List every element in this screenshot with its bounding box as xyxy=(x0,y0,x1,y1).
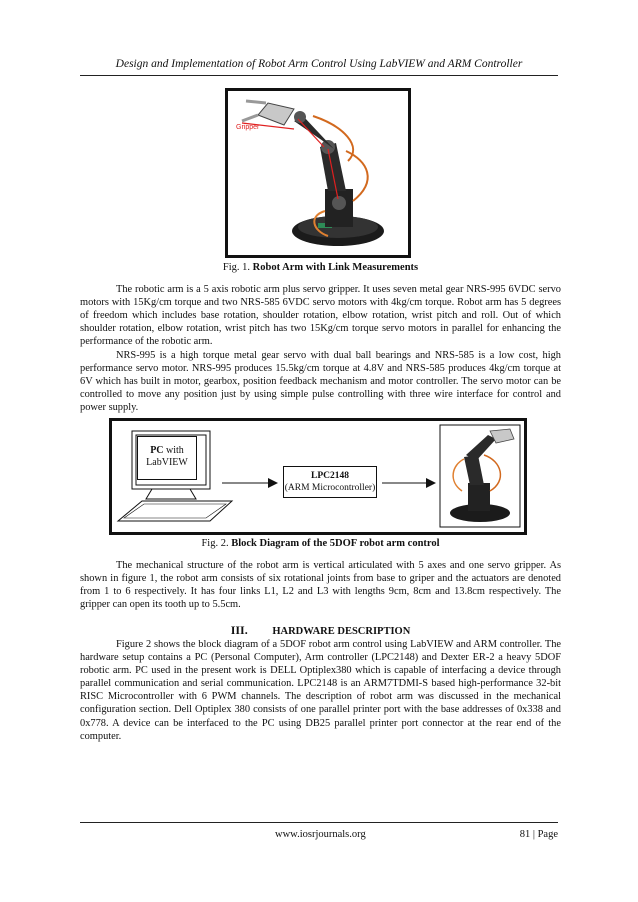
monitor-stand xyxy=(146,489,196,499)
lpc2148-box xyxy=(283,466,377,498)
section-number: III. xyxy=(230,623,248,637)
footer-url: www.iosrjournals.org xyxy=(275,829,366,840)
paragraph-4: Figure 2 shows the block diagram of a 5DOF robot arm control using LabVIEW and ARM controller. The hardware setup contains a PC (Personal Computer), Arm controller (LPC2148) and Dexter ER-2 a heavy 5DOF robotic arm. PC used in the present work is DELL Optiplex380 which is capable of interfacing a device through parallel communication and serial communication. LPC2148 is an ARM7TDMI-S based high-performance 32-bit RISC Microcontroller with 6 PWM channels. The description of robot arm was discussed in the mechanical configuration section. Dell Optiplex 380 consists of one parallel printer port with the base addresses of 0x338 and 0x778. A device can be interfaced to the PC using DB25 parallel printer port connector at the rear end of the computer. xyxy=(80,639,561,742)
section-heading xyxy=(80,623,561,638)
gripper-body xyxy=(258,103,294,125)
arrow-head xyxy=(268,478,278,488)
pc-label-rest: with xyxy=(166,445,184,456)
section-title: HARDWARE DESCRIPTION xyxy=(272,626,411,637)
arrow-head xyxy=(426,478,436,488)
figure-1-robot-arm-photo xyxy=(225,88,411,258)
robot-body xyxy=(468,483,490,511)
caption-prefix: Fig. 2. xyxy=(201,538,229,549)
gripper-finger xyxy=(242,115,258,121)
paragraph-2: NRS-995 is a high torque metal gear servo with dual ball bearings and NRS-585 is a low cost, high performance servo motor. NRS-995 produces 15.5kg/cm torque at 4.8V and NRS-585 produces 4kg/cm torque at 6V which has built in motor, gearbox, position feedback mechanism and motor controller. The servo motor can be controlled to move any position just by using simple pulse controlling with three wire interface for control and power supply. xyxy=(80,350,561,414)
pc-label-line2: LabVIEW xyxy=(146,457,188,468)
running-header: Design and Implementation of Robot Arm Control Using LabVIEW and ARM Controller xyxy=(115,58,523,70)
lpc-subtitle: (ARM Microcontroller) xyxy=(284,483,376,493)
caption-prefix: Fig. 1. xyxy=(222,262,251,273)
caption-title: Robot Arm with Link Measurements xyxy=(252,262,419,273)
keyboard-keys xyxy=(124,504,226,518)
measurement-line xyxy=(298,119,324,147)
gripper-label: Gripper xyxy=(236,124,260,131)
robot-arm-illustration xyxy=(228,91,408,255)
lpc-title: LPC2148 xyxy=(311,471,349,481)
footer-divider xyxy=(80,822,558,823)
figure-2-caption xyxy=(80,538,561,549)
paragraph-3: The mechanical structure of the robot arm is vertical articulated with 5 axes and one servo gripper. As shown in figure 1, the robot arm consists of six rotational joints from base to griper and the actuators are denoted from 1 to 6 respectively. It has four links L1, L2 and L3 with lengths 9cm, 8cm and 13.8cm respectively. The gripper can open its tooth up to 5.5cm. xyxy=(80,560,561,611)
figure-1-caption xyxy=(80,262,561,273)
header-divider xyxy=(80,75,558,76)
caption-title: Block Diagram of the 5DOF robot arm control xyxy=(231,538,440,549)
footer-page-number: 81 | Page xyxy=(519,829,558,840)
shoulder-joint xyxy=(332,196,346,210)
gripper-finger xyxy=(246,101,266,103)
pc-label-bold: PC xyxy=(150,445,164,456)
paragraph-1: The robotic arm is a 5 axis robotic arm plus servo gripper. It uses seven metal gear NRS-995 6VDC servo motors with 15Kg/cm torque and two NRS-585 6VDC servo motors with 4kg/cm torque. Robot arm has 5 degrees of freedom which includes base rotation, shoulder rotation, elbow rotation, wrist pitch and roll. Out of which shoulder rotation, elbow rotation, wrist pitch has two 15Kg/cm torque servo motors in parallel for enhancing the performance of the robotic arm. xyxy=(80,284,561,348)
pc-labview-box xyxy=(137,436,197,480)
